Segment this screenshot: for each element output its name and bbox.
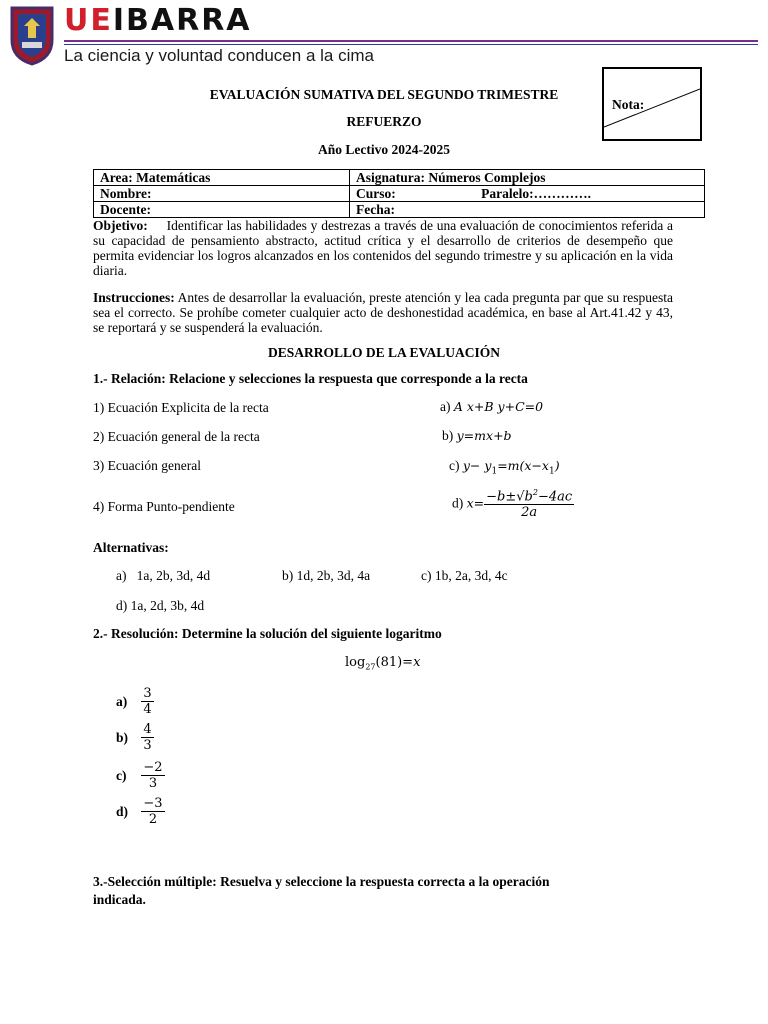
q1-right-option-d <box>452 488 574 520</box>
fecha-cell[interactable]: Fecha: <box>350 202 705 218</box>
q3-title-line1: 3.-Selección múltiple: Resuelva y seleccione la respuesta correcta a la operación <box>93 874 550 889</box>
slogan: La ciencia y voluntad conducen a la cima <box>64 46 374 65</box>
alternativa-a[interactable] <box>116 568 210 584</box>
q1-left-item: 4) Forma Punto-pendiente <box>93 499 235 514</box>
formula: y=mx+b <box>456 428 512 443</box>
docente-cell[interactable]: Docente: <box>94 202 350 218</box>
q1-title: 1.- Relación: Relacione y selecciones la respuesta que corresponde a la recta <box>93 371 528 386</box>
option-fraction: $\frac{4}{3}$ <box>143 722 152 753</box>
option-fraction: $\frac{-3}{2}$ <box>143 796 163 827</box>
nombre-cell[interactable]: Nombre: <box>94 186 350 202</box>
school-year: Año Lectivo 2024-2025 <box>318 142 450 157</box>
objetivo-text: Identificar las habilidades y destrezas a través de una evaluación de conocimientos referida a su capacidad de pensamiento abstracto, actitud crítica y el desarrollo de criterios de desempeño que permita evidenciar los logros alcanzados en los contenidos del segundo trimestre y su aplicación en la vida diaria. <box>93 218 674 278</box>
curso-cell[interactable] <box>350 186 705 202</box>
school-logo <box>8 4 56 66</box>
q2-option-c[interactable] <box>116 760 165 791</box>
option-label: c) <box>116 767 127 783</box>
paralelo-label: Paralelo:…………. <box>481 186 591 201</box>
exam-title: EVALUACIÓN SUMATIVA DEL SEGUNDO TRIMESTRE <box>209 87 559 102</box>
option-fraction: $\frac{3}{4}$ <box>143 686 152 717</box>
option-label: c) <box>449 458 460 473</box>
brand-title: UEIBARRA <box>64 3 252 38</box>
formula: A x+B y+C=0 <box>453 399 544 414</box>
formula: $y- y_1=m(x-x_1)$ <box>462 458 560 477</box>
asignatura-cell: Asignatura: Números Complejos <box>350 170 705 186</box>
q2-title: 2.- Resolución: Determine la solución del siguiente logaritmo <box>93 626 442 641</box>
q1-left-item: 2) Ecuación general de la recta <box>93 429 260 444</box>
exam-subtitle: REFUERZO <box>346 114 422 129</box>
option-fraction: $\frac{-2}{3}$ <box>143 760 163 791</box>
header-divider-bottom <box>64 44 758 45</box>
info-table <box>93 169 705 218</box>
alt-a-label: a) <box>116 568 127 583</box>
alternativa-b[interactable]: b) 1d, 2b, 3d, 4a <box>282 568 371 583</box>
q3-title-line2: indicada. <box>93 892 146 907</box>
q1-right-option-c <box>449 458 560 477</box>
q1-right-option-a <box>440 399 543 415</box>
instrucciones-label: Instrucciones: <box>93 290 175 305</box>
nota-label: Nota: <box>612 97 645 112</box>
quadratic-fraction: $\frac{-b\pm√b^2-4ac}{2a}$ <box>486 488 573 521</box>
objetivo-paragraph <box>93 218 673 278</box>
q2-option-d[interactable] <box>116 796 165 827</box>
instrucciones-paragraph <box>93 290 673 335</box>
shield-icon <box>8 4 56 66</box>
q1-left-item: 3) Ecuación general <box>93 458 201 473</box>
option-label: b) <box>442 428 454 443</box>
objetivo-label: Objetivo: <box>93 218 148 233</box>
header-divider-top <box>64 40 758 42</box>
instrucciones-text: Antes de desarrollar la evaluación, preste atención y lea cada pregunta par que su respuesta sea el correcto. Se prohíbe cometer cualquier acto de deshonestidad académica, en base al Art.41.42 y 43, se reportará y se suspenderá la evaluación. <box>93 290 673 335</box>
option-label: d) <box>452 495 464 511</box>
option-label: a) <box>116 693 128 709</box>
option-label: a) <box>440 399 451 414</box>
q2-option-a[interactable] <box>116 686 154 717</box>
area-cell: Area: Matemáticas <box>94 170 350 186</box>
option-label: b) <box>116 729 129 745</box>
log-equation: $\log_{27}(81)=x$ <box>345 655 421 672</box>
q1-right-option-b <box>442 428 512 444</box>
alt-a-text: 1a, 2b, 3d, 4d <box>136 568 211 583</box>
alternativa-d[interactable]: d) 1a, 2d, 3b, 4d <box>116 598 205 613</box>
alternativas-label: Alternativas: <box>93 540 169 555</box>
section-title: DESARROLLO DE LA EVALUACIÓN <box>268 345 500 360</box>
q1-left-item: 1) Ecuación Explicita de la recta <box>93 400 269 415</box>
curso-label: Curso: <box>356 186 396 201</box>
alternativa-c[interactable]: c) 1b, 2a, 3d, 4c <box>421 568 508 583</box>
formula: x= <box>466 495 485 511</box>
option-label: d) <box>116 803 129 819</box>
q2-option-b[interactable] <box>116 722 154 753</box>
